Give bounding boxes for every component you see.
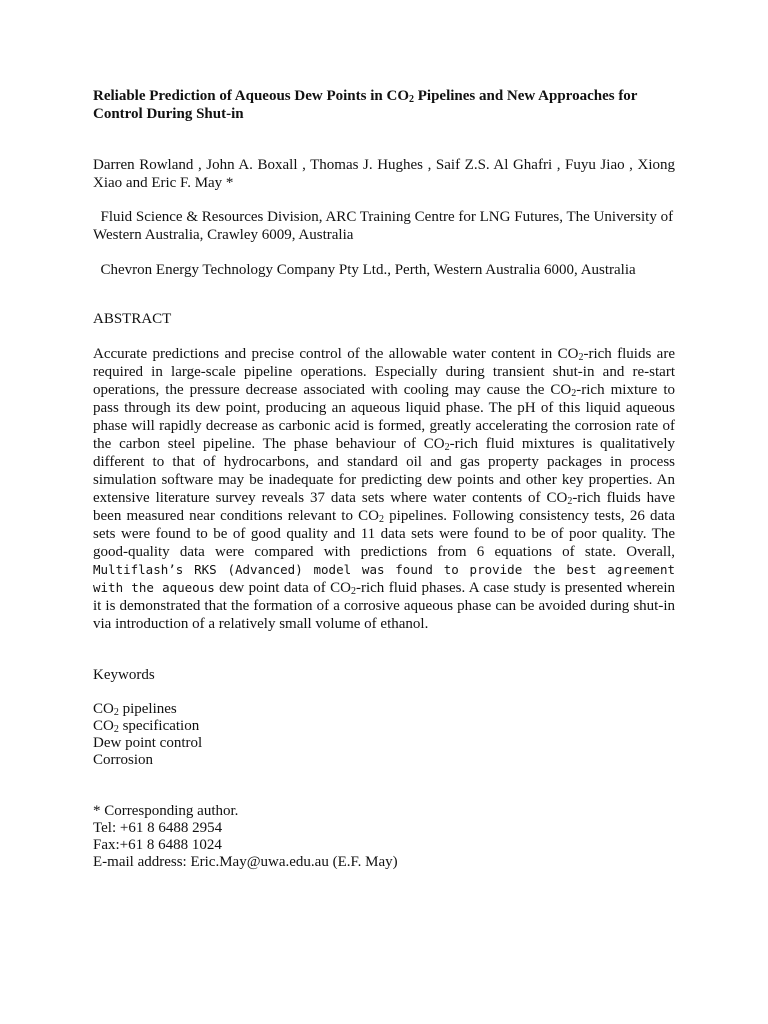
- fax: Fax:+61 8 6488 1024: [93, 837, 222, 853]
- affiliation-1-text: Fluid Science & Resources Division, ARC Training Centre for LNG Futures, The University of Western Australia, Crawley 6009, Australia: [93, 209, 674, 243]
- affiliation-1: [93, 208, 675, 244]
- corresponding-author-note: * Corresponding author.: [93, 803, 239, 819]
- affiliation-2: [93, 261, 675, 279]
- paper-title: [93, 87, 675, 123]
- abstract-heading: ABSTRACT: [93, 311, 172, 327]
- abstract-body: Accurate predictions and precise control of the allowable water content in $CO_2$-rich fluids are required in large-scale pipeline operations. Especially during transient shut-in and re-start operations, the pressure decrease associated with cooling may cause the $CO_2$-rich mixture to pass through its dew point, producing an aqueous liquid phase. The pH of this liquid aqueous phase will rapidly decrease as carbonic acid is formed, greatly accelerating the corrosion rate of the carbon steel pipeline. The phase behaviour of $CO_2$-rich fluid mixtures is qualitatively different to that of hydrocarbons, and standard oil and gas property packages in process simulation software may be inadequate for predicting dew points and other key properties. An extensive literature survey reveals 37 data sets where water contents of $CO_2$-rich fluids have been measured near conditions relevant to $CO_2$ pipelines. Following consistency tests, 26 data sets were found to be of good quality and 11 data sets were found to be of poor quality. The good-quality data were compared with predictions from 6 equations of state. Overall, Multiflash’s RKS (Advanced) model was found to provide the best agreement with the aqueous dew point data of $CO_2$-rich fluid phases. A case study is presented wherein it is demonstrated that the formation of a corrosive aqueous phase can be avoided during shut-in via introduction of a relatively small volume of ethanol.: [93, 346, 676, 632]
- keywords-heading: Keywords: [93, 667, 155, 683]
- keyword-item: $CO_2$ specification: [93, 718, 200, 735]
- title-text: Reliable Prediction of Aqueous Dew Points in CO: [93, 88, 409, 104]
- software-name-inline: Multiflash’s RKS (Advanced) model was found to provide the best agreement with the aqueous: [93, 562, 675, 595]
- keyword-item: $CO_2$ pipelines: [93, 701, 177, 718]
- title-text-end: Pipelines and New Approaches for Control During Shut-in: [93, 88, 638, 122]
- email-address: E-mail address: Eric.May@uwa.edu.au (E.F. May): [93, 854, 398, 870]
- telephone: Tel: +61 8 6488 2954: [93, 820, 223, 836]
- keyword-item: Dew point control: [93, 735, 203, 751]
- contact-block: [93, 803, 675, 871]
- title-subscript: 2: [408, 94, 414, 105]
- author-list: Darren Rowland , John A. Boxall , Thomas J. Hughes , Saif Z.S. Al Ghafri , Fuyu Jiao , Xiong Xiao and Eric F. May *: [93, 157, 675, 191]
- keyword-list: [93, 701, 675, 769]
- affiliation-2-text: Chevron Energy Technology Company Pty Ltd., Perth, Western Australia 6000, Australia: [100, 262, 636, 278]
- paper-content: [93, 87, 675, 871]
- keyword-item: Corrosion: [93, 752, 153, 768]
